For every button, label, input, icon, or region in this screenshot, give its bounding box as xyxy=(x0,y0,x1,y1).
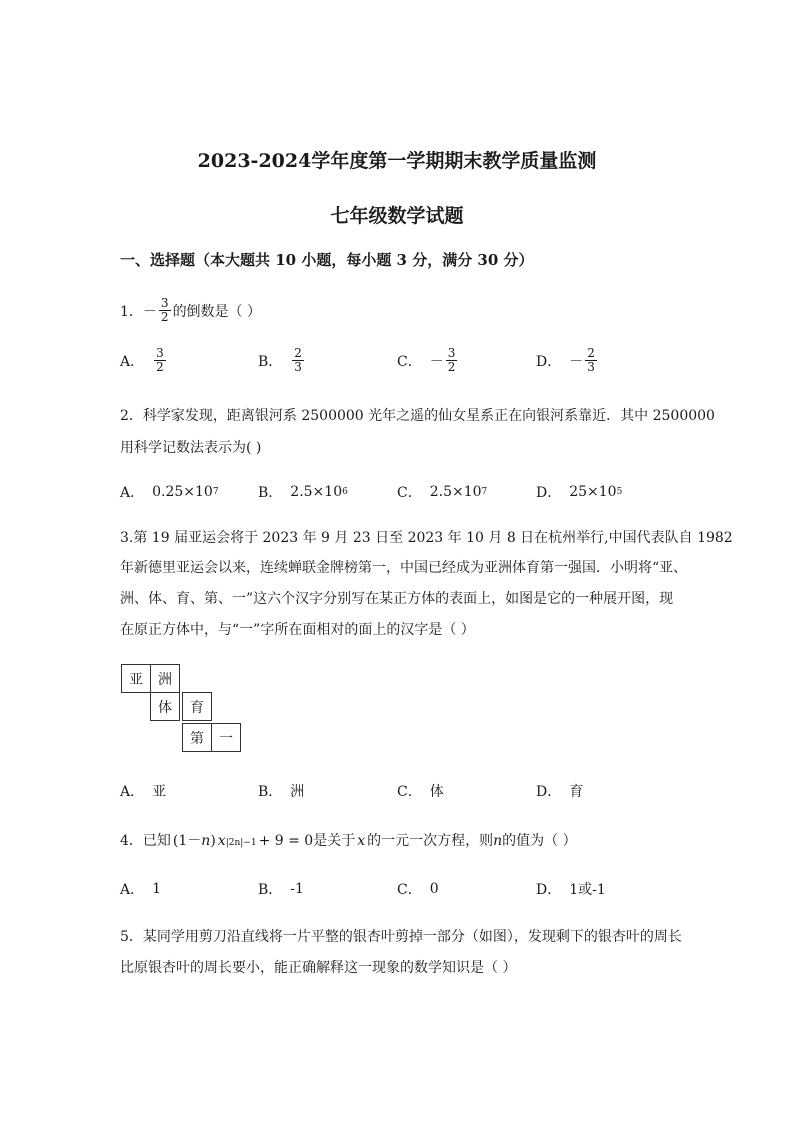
q1-sign: － xyxy=(142,303,157,320)
net-cell-5: 第 xyxy=(182,723,212,752)
option-label: B． xyxy=(258,882,283,898)
q3-line-3: 洲、体、育、第、一”这六个汉字分别写在某正方体的表面上，如图是它的一种展开图，现 xyxy=(120,591,674,607)
q1-option-b[interactable] xyxy=(258,347,306,374)
option-label: A． xyxy=(120,353,145,370)
q2-option-b[interactable]: B． 2.5×10 6 xyxy=(258,484,348,501)
exam-title: 2023-2024学年度第一学期期末教学质量监测 xyxy=(197,150,597,172)
q3-line-4: 在原正方体中，与“一”字所在面相对的面上的汉字是（ ） xyxy=(120,622,475,638)
frac-den: 2 xyxy=(447,360,456,374)
option-sign: － xyxy=(429,353,444,370)
question-1 xyxy=(120,297,261,324)
option-base: 0.25×10 xyxy=(152,484,213,500)
q5-line-1: 5．某同学用剪刀沿直线将一片平整的银杏叶剪掉一部分（如图），发现剩下的银杏叶的周长 xyxy=(120,929,682,945)
option-fraction xyxy=(292,347,304,374)
option-label: D． xyxy=(536,485,562,501)
q5-line-2: 比原银杏叶的周长要小，能正确解释这一现象的数学知识是（ ） xyxy=(120,960,517,976)
option-text: 1或-1 xyxy=(569,882,606,898)
option-label: C． xyxy=(397,882,422,898)
option-text: 0 xyxy=(429,881,439,897)
q2-line-2: 用科学记数法表示为( ) xyxy=(120,440,262,456)
q4-option-b[interactable] xyxy=(258,879,304,899)
q4-tail-2: 的值为（ ） xyxy=(502,833,577,849)
question-4: 4．已知 (1－ n ) x |2n|−1 + 9 = 0 是关于 x 的一元一次方程，则 n 的值为（ ） xyxy=(120,830,577,850)
option-text: -1 xyxy=(290,881,304,897)
q4-var-x: x xyxy=(217,833,226,849)
option-label: A． xyxy=(120,882,145,898)
option-text: 1 xyxy=(152,881,162,897)
frac-num: 2 xyxy=(294,346,302,360)
q4-option-a[interactable] xyxy=(120,879,161,899)
option-label: D． xyxy=(536,784,562,800)
q3-option-d[interactable] xyxy=(536,781,583,801)
option-sign: － xyxy=(569,353,584,370)
frac-den: 3 xyxy=(294,360,302,374)
q2-option-d[interactable]: D． 25×10 5 xyxy=(536,484,623,501)
q1-option-c[interactable] xyxy=(397,347,459,374)
exam-subtitle: 七年级数学试题 xyxy=(330,205,464,227)
q1-fraction xyxy=(159,297,171,324)
option-label: B． xyxy=(258,485,283,501)
q2-option-c[interactable]: C． 2.5×10 7 xyxy=(397,484,488,501)
q1-frac-den: 2 xyxy=(160,310,169,324)
q4-var-n: n xyxy=(201,833,211,849)
q4-tail-1: 的一元一次方程，则 xyxy=(367,833,494,849)
net-cell-2: 洲 xyxy=(150,664,180,693)
q1-frac-num: 3 xyxy=(160,296,169,310)
option-label: D． xyxy=(536,353,562,370)
frac-num: 2 xyxy=(587,346,595,360)
q3-option-a[interactable] xyxy=(120,781,166,801)
option-label: A． xyxy=(120,485,145,501)
frac-den: 3 xyxy=(587,360,595,374)
option-label: D． xyxy=(536,882,562,898)
q4-middle: 是关于 xyxy=(313,833,356,849)
option-fraction xyxy=(585,347,597,374)
option-label: C． xyxy=(397,784,422,800)
q4-middle-var: x xyxy=(357,833,366,849)
q3-option-c[interactable] xyxy=(397,781,444,801)
option-fraction xyxy=(446,347,458,374)
option-label: C． xyxy=(397,485,422,501)
q4-tail-var: n xyxy=(493,833,503,849)
net-cell-4: 育 xyxy=(182,692,212,721)
option-text: 育 xyxy=(569,784,584,800)
q4-expr-open: (1－ xyxy=(172,833,202,849)
frac-num: 3 xyxy=(156,346,164,360)
q4-expr-rest: + 9 = 0 xyxy=(258,833,314,849)
net-cell-6: 一 xyxy=(211,723,241,752)
q1-option-a[interactable] xyxy=(120,347,168,374)
option-label: B． xyxy=(258,353,283,370)
q4-option-d[interactable] xyxy=(536,879,606,899)
option-label: A． xyxy=(120,784,145,800)
net-cell-1: 亚 xyxy=(121,664,151,693)
q2-line-1: 2．科学家发现，距离银河系 2500000 光年之遥的仙女星系正在向银河系靠近．其中 2500000 xyxy=(120,408,715,424)
frac-num: 3 xyxy=(447,346,456,360)
q2-option-a[interactable]: A． 0.25×10 7 xyxy=(120,484,219,501)
net-cell-3: 体 xyxy=(150,692,180,721)
q1-suffix: 的倒数是（ ） xyxy=(172,303,262,320)
q4-option-c[interactable] xyxy=(397,879,439,899)
option-fraction xyxy=(154,347,166,374)
q4-expr-close: ) xyxy=(210,833,216,849)
option-text: 体 xyxy=(429,784,444,800)
option-base: 2.5×10 xyxy=(429,484,482,500)
q1-option-d[interactable] xyxy=(536,347,599,374)
option-base: 25×10 xyxy=(569,484,617,500)
q4-prefix: 4．已知 xyxy=(120,833,171,849)
q3-option-b[interactable] xyxy=(258,781,304,801)
q3-line-2: 年新德里亚运会以来，连续蝉联金牌榜第一，中国已经成为亚洲体育第一强国．小明将“亚、 xyxy=(120,560,688,576)
option-label: C． xyxy=(397,353,422,370)
option-text: 洲 xyxy=(290,784,305,800)
option-label: B． xyxy=(258,784,283,800)
q1-number: 1． xyxy=(120,303,143,320)
q3-line-1: 3.第 19 届亚运会将于 2023 年 9 月 23 日至 2023 年 10 月 8 日在杭州举行,中国代表队自 1982 xyxy=(120,530,733,546)
option-base: 2.5×10 xyxy=(290,484,343,500)
option-text: 亚 xyxy=(152,784,167,800)
frac-den: 2 xyxy=(156,360,164,374)
section-heading: 一、选择题（本大题共 10 小题，每小题 3 分，满分 30 分） xyxy=(120,251,534,269)
